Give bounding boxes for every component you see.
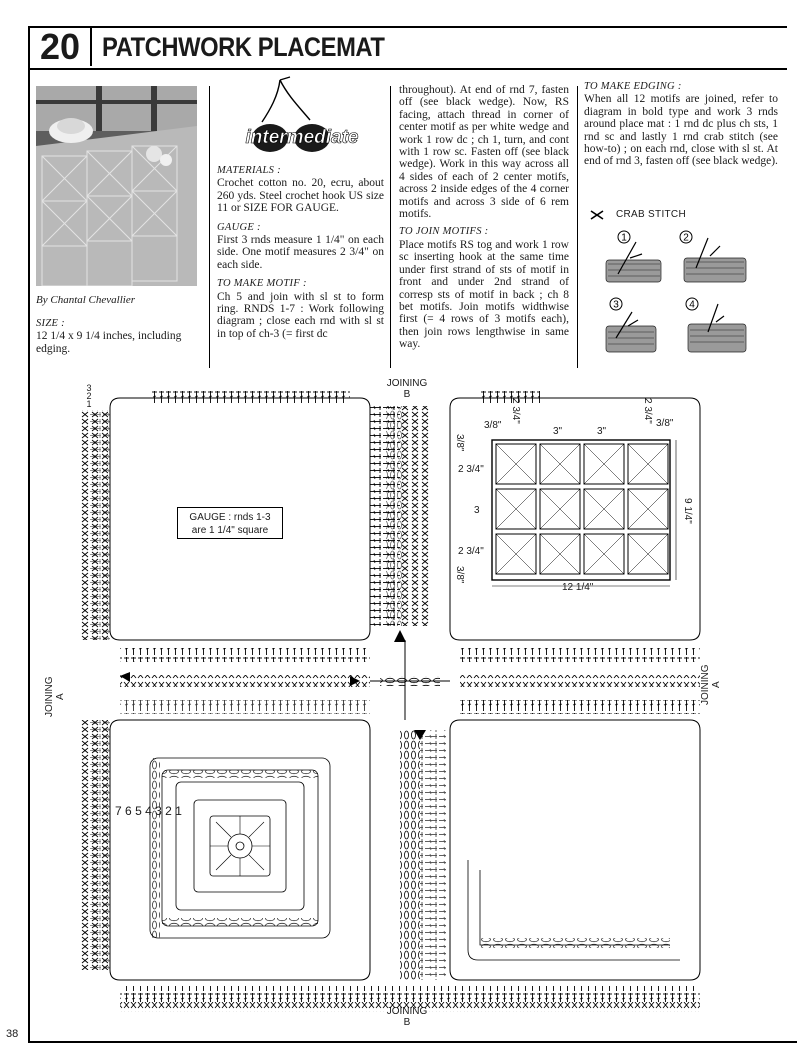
edge-rnd-numbers: 3 2 1: [86, 383, 92, 409]
gauge-text: First 3 rnds measure 1 1/4" on each side. One motif measures 2 3/4" on each side.: [217, 234, 384, 271]
motif-block: [217, 277, 384, 340]
column-rule-2: [390, 86, 391, 368]
join-text: Place motifs RS tog and work 1 row sc inserting hook at the same time under first strand of sts of motif in front and under 2nd strand of corresp sts of motif in back ; ch 8 bet motifs. Join motifs widthwise first (= 4 rows of 3 motifs each), then join rows lengthwise in same way.: [399, 238, 569, 351]
rnd-number-labels: 7 6 5 4 3 2 1: [115, 804, 182, 818]
placemat-layout-schematic: [484, 432, 679, 592]
crab-stitch-illustration: [598, 228, 758, 363]
dim-right: 9 1/4": [682, 498, 693, 524]
dim-left-2: 3: [474, 505, 480, 516]
size-text: 12 1/4 x 9 1/4 inches, including edging.: [36, 330, 182, 355]
dim-bottom: 12 1/4": [562, 582, 594, 593]
instructions-column: [399, 84, 569, 357]
instructions-continued: throughout). At end of rnd 7, fasten off (see black wedge). Now, RS facing, attach thread in corner of center motif as per white wedge and work 1 row dc ; ch 1, turn, and cont with 1 row sc. Fasten off (see black wedge). Work in this way across all 4 sides of each of 2 center motifs, across 2 inside edges of the 4 corner motifs and across 3 side of 6 rem motifs.: [399, 84, 569, 221]
edging-text: When all 12 motifs are joined, refer to diagram in bold type and work 3 rnds around place mat : 1 rnd dc plus ch sts, 1 rnd sc and lastly 1 rnd crab stitch (see how-to) ; on each rnd, close with sl st. At end of rnd 3, fasten off (see black wedge).: [584, 93, 778, 168]
size-heading: SIZE :: [36, 318, 65, 329]
size-section: [36, 318, 200, 355]
crab-step-4: 4: [689, 299, 695, 311]
dim-left-4: 3/8": [454, 566, 465, 584]
pattern-number: 20: [30, 28, 92, 66]
left-frame-line: [28, 66, 30, 1043]
pattern-header: [28, 26, 787, 70]
joining-a-right-label: JOINING A: [700, 664, 722, 706]
join-heading: TO JOIN MOTIFS :: [399, 226, 489, 238]
page-number: 38: [6, 1028, 19, 1040]
joining-a-left-label: JOINING A: [44, 676, 66, 718]
designer-credit: By Chantal Chevallier: [36, 294, 135, 306]
edging-heading: TO MAKE EDGING :: [584, 81, 682, 92]
dim-left-1: 2 3/4": [458, 464, 484, 475]
pattern-title: PATCHWORK PLACEMAT: [102, 32, 385, 62]
materials-text: Crochet cotton no. 20, ecru, about 260 yds. Steel crochet hook US size 11 or SIZE FOR GAUGE.: [217, 177, 384, 215]
dim-top-4: 2 3/4": [642, 398, 653, 424]
materials-column: [217, 164, 384, 346]
column-rule-3: [577, 86, 578, 368]
placemat-photo: [36, 86, 197, 286]
crab-stitch-label: CRAB STITCH: [616, 209, 686, 220]
dim-left-3: 2 3/4": [458, 546, 484, 557]
dim-top-3: 3": [597, 426, 607, 437]
motif-text: Ch 5 and join with sl st to form ring. RNDS 1-7 : Work following diagram ; close each rnd with sl st in top of ch-3 (= first dc: [217, 290, 384, 340]
crab-step-2: 2: [683, 232, 689, 244]
column-rule-1: [209, 86, 210, 368]
dim-left-0: 3/8": [454, 434, 465, 452]
materials-heading: MATERIALS :: [217, 165, 281, 176]
crab-stitch-symbol-icon: [588, 207, 610, 225]
difficulty-label: intermediate: [245, 127, 359, 148]
joining-b-top-label: JOINING B: [386, 378, 428, 400]
gauge-note-box: GAUGE : rnds 1-3 are 1 1/4" square: [177, 507, 283, 539]
edging-column: [584, 81, 778, 168]
dim-top-0: 3/8": [484, 420, 502, 431]
joining-b-bottom-label: B: [403, 1017, 411, 1028]
dim-top-1: 2 3/4": [510, 398, 521, 424]
crab-step-1: 1: [621, 232, 627, 244]
bottom-frame-line: [28, 1041, 797, 1043]
materials-block: [217, 164, 384, 215]
motif-heading: TO MAKE MOTIF :: [217, 278, 307, 290]
dim-top-2: 3": [553, 426, 563, 437]
gauge-block: [217, 221, 384, 272]
crab-step-3: 3: [613, 299, 619, 311]
difficulty-badge: [232, 124, 372, 152]
dim-top-5: 3/8": [656, 418, 674, 429]
gauge-heading: GAUGE :: [217, 221, 261, 233]
